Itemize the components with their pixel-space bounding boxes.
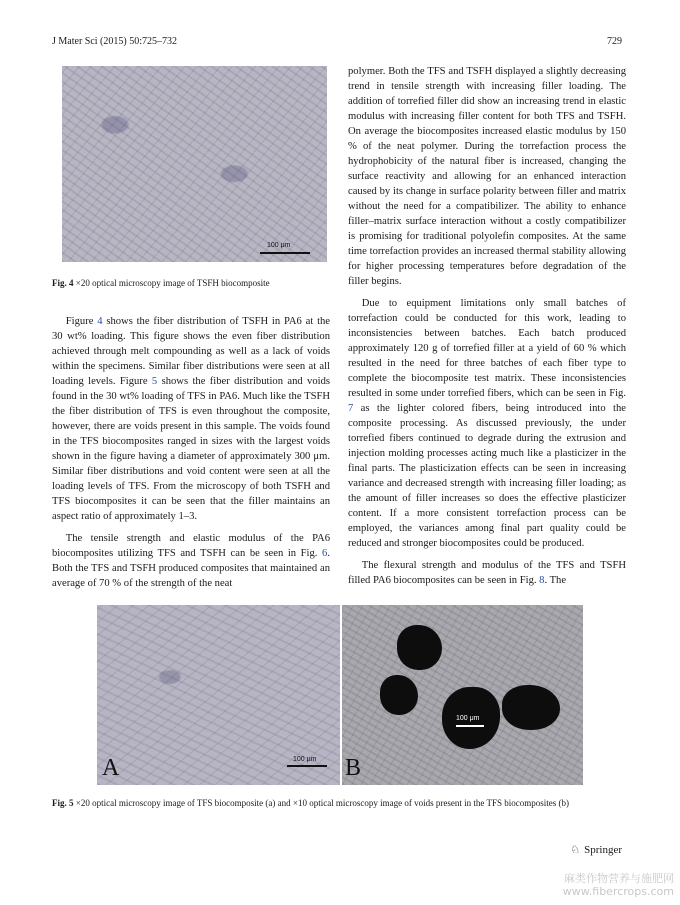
fig7-link[interactable]: 7 [348, 403, 354, 414]
publisher-logo [570, 843, 622, 856]
fig6-link[interactable]: 6 [322, 548, 328, 559]
right-paragraph-2: Due to equipment limitations only small batches of torrefaction could be conducted for this work, leading to inconsistencies between batches. Each batch produced approximately 120 g of torrefied filler at a yield of 60 % which resulted in the need for three batches of each fiber type to complete the biocomposite test matrix. These inconsistencies resulted in some under torrefied fibers, which can be seen in Fig. 7 as the lighter colored fibers, being introduced into the composite processing. As discussed previously, the under torrefied fibers continued to degrade during the extrusion and injection molding processes acting much like a plasticizer in the final parts. The plasticization effects can be seen in increasing variance and decreased strength with increasing filler loading; as the amount of filler increases so does the effective plasticizer content. If a more consistent torrefaction process can be employed, the variances among final part quality could be reduced and stronger biocomposites could be produced. [348, 298, 626, 549]
fig8-link[interactable]: 8 [539, 575, 545, 586]
fig5-panel-a-micrograph [97, 605, 340, 785]
page-number: 729 [607, 36, 622, 47]
fig4-caption-label: Fig. 4 [52, 278, 74, 288]
fig5a-scale-label: 100 μm [293, 756, 317, 763]
fig5-caption [52, 797, 627, 809]
fig4-scale-label: 100 μm [267, 242, 291, 249]
void-blob [397, 625, 442, 670]
fig5-caption-label: Fig. 5 [52, 798, 74, 808]
fig4-link[interactable]: 4 [97, 316, 103, 327]
fig5-link[interactable]: 5 [151, 376, 158, 387]
fig4-caption [52, 277, 332, 289]
publisher-name: Springer [584, 843, 622, 856]
fig5-caption-text: ×20 optical microscopy image of TFS biocomposite (a) and ×10 optical microscopy image of voids present in the TFS biocomposites (b) [73, 798, 569, 808]
fig5b-scale-label: 100 μm [456, 715, 480, 722]
watermark-cn: 麻类作物营养与施肥网 [564, 872, 674, 885]
left-paragraph-2: The tensile strength and elastic modulus of the PA6 biocomposites utilizing TFS and TSFH can be seen in Fig. 6. Both the TFS and TSFH produced composites that maintained an average of 70 % of the strength of the neat [52, 533, 330, 589]
void-blob [502, 685, 560, 730]
right-column [348, 64, 626, 595]
running-header-journal: J Mater Sci (2015) 50:725–732 [52, 36, 177, 47]
left-paragraph-1: Figure 4 shows the fiber distribution of TSFH in PA6 at the 30 wt% loading. This figure shows the even fiber distribution achieved through melt compounding as well as a lack of voids within the specimens. Similar fiber distributions were seen at all loading levels. Figure 5 shows the fiber distribution and voids found in the 30 wt% loading of TFS in PA6. Much like the TSFH the fiber distribution of TFS is even throughout the composite, however, there are voids present in this sample. The voids found in the TFS biocomposites ranged in sizes with the largest voids shown in the figure having a diameter of approximately 300 μm. Similar fiber distributions and void content were seen at all the loading levels of TFS. From the microscopy of both TSFH and TFS biocomposites it can be seen that the filler maintains an aspect ratio of approximately 1–3. [52, 316, 331, 522]
void-blob [380, 675, 418, 715]
fig4-micrograph [62, 66, 327, 262]
fig4-caption-text: ×20 optical microscopy image of TSFH biocomposite [73, 278, 270, 288]
fig5-panel-b-micrograph [342, 605, 583, 785]
left-column [52, 314, 330, 598]
fig5a-scale-bar [287, 765, 327, 767]
fig4-scale-bar [260, 252, 310, 254]
fig5-panel-a-letter: A [102, 755, 120, 781]
fig5-panel-b-letter: B [345, 755, 362, 781]
watermark-url: www.fibercrops.com [562, 885, 674, 898]
watermark [563, 872, 674, 898]
right-paragraph-1: polymer. Both the TFS and TSFH displayed a slightly decreasing trend in tensile strength with increasing filler loading. The addition of torrefied filler did show an increasing trend in elastic modulus with increasing filler content for both TFS and TSFH. On average the biocomposites increased elastic modulus by 150 % of the neat polymer. During the torrefaction process the hydrophobicity of the natural fiber is increased, changing the surface reactivity and allowing for an enhanced interaction caused by its change in surface polarity between filler and matrix without the need for a compatibilizer. The ability to enhance filler–matrix surface interaction without a costly compatibilizer is promising for traditional polyolefin composites. At the same time torrefaction provides an increased thermal stability allowing for higher processing temperatures before degradation of the filler begins. [348, 66, 626, 287]
fig5b-scale-bar [456, 725, 484, 727]
springer-horse-icon: ♘ [570, 844, 581, 856]
right-paragraph-3: The flexural strength and modulus of the TFS and TSFH filled PA6 biocomposites can be seen in Fig. 8. The [348, 560, 626, 586]
